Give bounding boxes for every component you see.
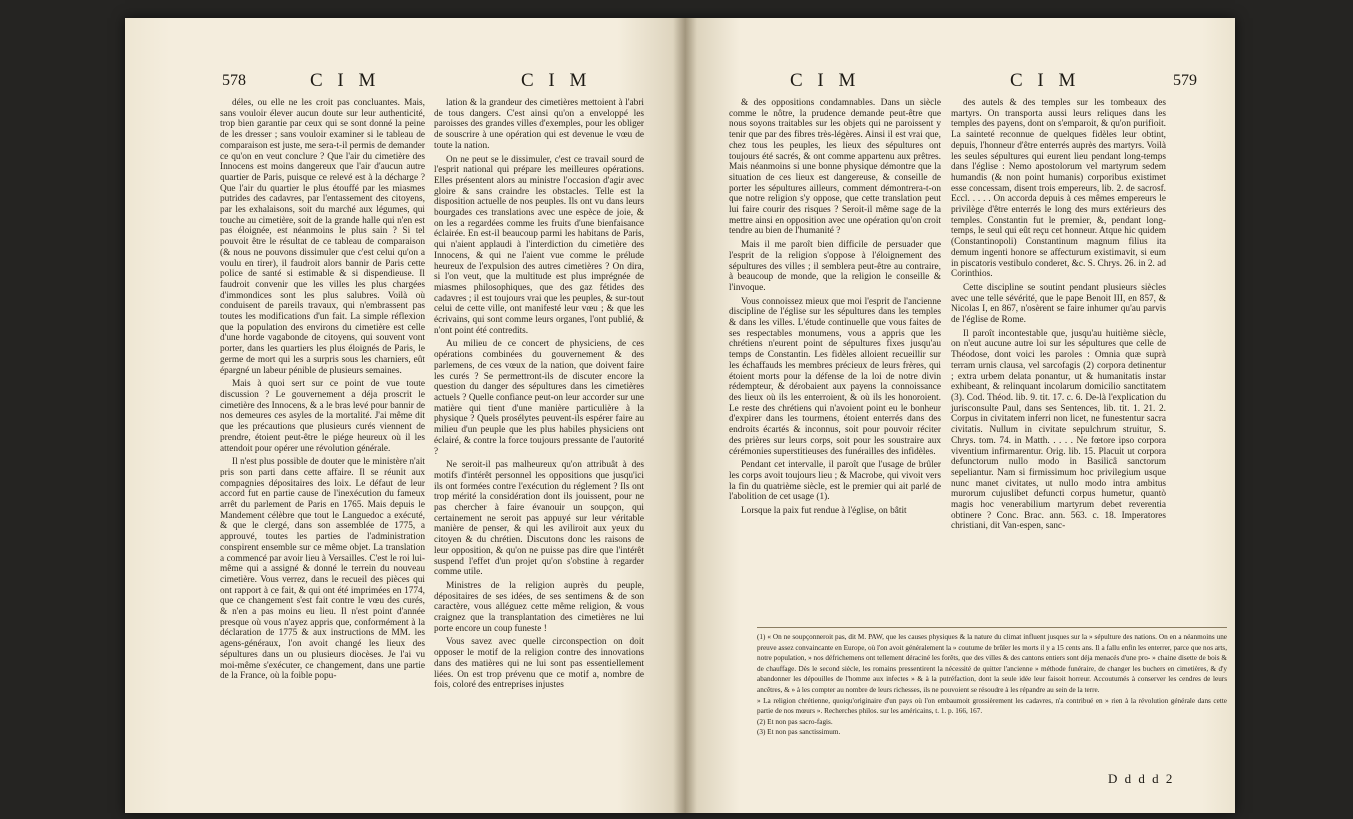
footnote: (3) Et non pas sanctissimum. [757,728,841,737]
text-column-2 [434,98,644,708]
right-page-header [685,70,1235,92]
paragraph: déles, ou elle ne les croit pas concluantes. Mais, sans vouloir élever aucun doute sur leur authenticité, trop bien garantie par ceux qui se sont donné la peine de les dresser ; sans vouloir examiner si le tableau de comparaison est juste, me sera-t-il permis de demander ce qu'on en veut conclure ? Que l'air du cimetière des Innocens est moins dangereux que l'air d'aucun autre quartier de Paris, puisque ce relevé est à la décharge ? Que l'air du quartier le plus étouffé par les miasmes putrides des cadavres, par l'entassement des citoyens, par les exhalaisons, soit du marché aux légumes, qui touche au cimetière, soit de la grande halle qui n'en est pas éloignée, est néanmoins le plus sain ? Si tel pouvoit être le résultat de ce tableau de comparaison (& nous ne pouvons dissimuler que c'est celui qu'on a voulu en tirer), il faudroit alors bannir de Paris cette police de santé si estimable & si dispendieuse. Il faudroit convenir que les villes les plus chargées d'immondices sont les plus salubres. Voilà où conduisent de pareils travaux, qui n'embrassent pas toutes les modifications d'un fait. La simple réflexion que la population des environs du cimetière est celle d'une horde vagabonde de citoyens, qui souvent vont porter, dans les quartiers les plus éloignés de Paris, le germe de mort qui les a surpris sous les charniers, eût épargné un labeur pénible de plusieurs semaines. [220,98,425,376]
paragraph: Il n'est plus possible de douter que le ministère n'ait pris son parti dans cette affaire. Il se réunit aux compagnies dépositaires des loix. Le défaut de leur accord fut en partie cause de l'inexécution du fameux arrêt du parlement de Paris en 1765. Mais depuis le Mandement célèbre que tout le Languedoc a exécuté, & que le clergé, dans son assemblée de 1775, a approuvé, toutes les parties de l'administration conspirent ensemble sur ce même objet. La translation a commencé par avoir lieu à Versailles. C'est le roi lui-même qui a assigné & donné le terrein du nouveau cimetière. Vous verrez, dans le recueil des pièces qui ont rapport à ce fait, & qui ont été imprimées en 1774, que ce changement s'est fait contre le vœu des curés, & n'en a pas moins eu lieu. Il n'est point d'année presque où vous n'ayez appris que, conformément à la déclaration de 1775 & aux instructions de MM. les agens-généraux, l'on avoit changé les lieux des sépultures dans un ou plusieurs diocèses. Je l'ai vu moi-même s'exécuter, ce changement, dans une partie de la France, où la foible popu- [220,457,425,682]
paragraph: Pendant cet intervalle, il paroît que l'usage de brûler les corps avoit toujours lieu ; & Macrobe, qui vivoit vers la fin du quatrième siècle, est le premier qui ait parlé de l'abolition de cet usage (1). [729,460,941,503]
headword: C I M [521,70,592,91]
paragraph: des autels & des temples sur les tombeaux des martyrs. On transporta aussi leurs reliques dans les temples des payens, dont on s'emparoit, & qu'on purifioit. La sainteté reconnue de quelques fidèles leur obtint, depuis, l'honneur d'être enterrés auprès des martyrs. Voilà les seules sépultures qui eurent lieu pendant long-temps dans l'église : Nemo apostolorum vel martyrum sedem humandis (& non point humanis) corporibus existimet esse concessam, disent trois empereurs, lib. 2. de sacrosf. Eccl. . . . . On accorda depuis à ces mêmes empereurs le privilège d'être enterrés le long des murs extérieurs des temples. Constantin fut le premier, &, pendant long-temps, le seul qui eût reçu cet honneur. Atque hic quidem (Constantinopoli) Constantinum magnum filius ita demum ingenti honore se affecturum existimavit, si eum in piscatoris vestibulo conderet, &c. S. Chrys. 26. in 2. ad Corinthios. [951,98,1166,280]
paragraph: Ne seroit-il pas malheureux qu'on attribuât à des motifs d'intérêt personnel les oppositions que jusqu'ici ils ont formées contre l'exécution du réglement ? Ils ont trop mérité la considération dont ils jouissent, pour ne pas chercher à faire évanouir un soupçon, qui certainement ne seroit pas appuyé sur leur véritable manière de penser, & qui les aviliroit aux yeux du citoyen & du chrétien. Discutons donc les raisons de leur opposition, & qu'on ne puisse pas dire que l'intérêt suspend l'effet d'un projet qu'on s'obstine à regarder comme utile. [434,460,644,578]
headword: C I M [790,70,861,91]
paragraph: Lorsque la paix fut rendue à l'église, on bâtit [741,506,907,517]
signature-mark: D d d d 2 [1108,771,1175,786]
text-column-1 [220,98,425,708]
paragraph: Vous savez avec quelle circonspection on doit opposer le motif de la religion contre des innovations dans des matières qui ne lui sont pas essentiellement liées. On est trop prévenu que ce motif a, nombre de fois, coloré des entreprises injustes [434,637,644,691]
page-number: 579 [1173,72,1197,89]
paragraph: Cette discipline se soutint pendant plusieurs siècles avec une telle sévérité, que le pape Benoit III, en 857, & Nicolas I, en 867, n'osèrent se faire inhumer qu'au parvis de l'église de Rome. [951,282,1166,326]
footnote: (1) « On ne soupçonneroit pas, dit M. PAW, que les causes physiques & la nature du climat influent jusques sur la » sépulture des nations. On en a néanmoins une preuve assez convaincante en Europe, où l'on avoit généralement la » coutume de brûler les morts il y a 15 cents ans. Il a fallu enfin les enterrer, parce que nos arts, notre population, » nos défrichemens ont tellement déraciné les forêts, que des villes & des cantons entiers sont déja menacés d'une pro- » chaine disette de bois & de chauffage. Dès le second siècle, les romains pressentirent la nécessité de quitter l'ancienne » méthode funéraire, de changer les buchers en cimetières, & d'y abandonner les dépouilles de l'homme aux infectes » & à la putréfaction, dont la seule idée leur faisoit horreur. Accoutumés à conserver les cendres de leurs ancêtres, & » à les compter au nombre de leurs richesses, ils ne pouvoient se résoudre à les répandre au sein de la terre. [757,633,1227,694]
left-page [125,18,685,813]
paragraph: Au milieu de ce concert de physiciens, de ces opérations combinées du gouvernement & des parlemens, de ces vœux de la nation, que doivent faire les curés ? Se permettront-ils de discuter encore la question du danger des sépultures dans les cimetières actuels ? Quelle confiance peut-on leur accorder sur une matière qui tient d'une manière particulière à la physique ? Quels prosélytes peuvent-ils espérer faire au milieu d'un peuple que les plus habiles physiciens ont éclairé, & contre la force toujours pressante de l'autorité ? [434,339,644,457]
paragraph: & des oppositions condamnables. Dans un siècle comme le nôtre, la prudence demande peut-être que nous soyons traitables sur les objets qui ne paroissent y tenir que par des fibres très-légères. Ainsi il est vrai que, chez tous les peuples, les lieux des sépultures ont toujours été sacrés, & ont comme appartenu aux prêtres. Mais néanmoins si une bonne physique démontre que la situation de ces lieux est dangereuse, & conseille de porter les sépultures ailleurs, comment démontrera-t-on que notre religion s'y oppose, que cette translation peut lui faire courir des risques ? Seroit-il même sage de la mettre ainsi en opposition avec une opération qu'on croit tendre au bien de l'humanité ? [729,98,941,237]
left-page-header [125,70,685,92]
book-gutter [673,18,697,813]
text-column-2 [951,98,1166,532]
paragraph: On ne peut se le dissimuler, c'est ce travail sourd de l'esprit national qui prépare les meilleures opérations. Elles présentent alors au ministre l'occasion d'agir avec gloire & sans craindre les obstacles. Telle est la disposition actuelle de nos peuples. Ils ont vu dans leurs bourgades ces translations avec une espèce de joie, & on les a regardées comme les fruits d'une bienfaisance éclairée. En est-il beaucoup parmi les habitans de Paris, qui n'aient applaudi à l'interdiction du cimetière des Innocens, & qui ne l'aient vue comme le prélude heureux de l'expulsion des autres cimetières ? On dira, si l'on veut, que la multitude est plus imprégnée de miasmes philosophiques, que des gaz fétides des cadavres ; il est toujours vrai que les peuples, & sur-tout celui de cette ville, ont manifesté leur vœu ; & que les écrivains, qui sont comme leurs organes, l'ont publié, & n'ont point été contredits. [434,154,644,336]
headword: C I M [1010,70,1081,91]
headword: C I M [310,70,381,91]
paragraph: Ministres de la religion auprès du peuple, dépositaires de ses idées, de ses sentimens & de son caractère, vous alléguez cette même religion, & vous craignez que la transplantation des cimetières ne lui porte encore un coup funeste ! [434,580,644,634]
paragraph: Mais à quoi sert sur ce point de vue toute discussion ? Le gouvernement a déja proscrit le cimetière des Innocens, & a le bras levé pour bannir de nos demeures ces asyles de la mortalité. J'ai même dit que les précautions que plusieurs curés viennent de prendre, étoient peut-être le piége heureux où il les attendoit pour opérer une révolution générale. [220,379,425,454]
page-number: 578 [222,72,246,89]
paragraph: Il paroît incontestable que, jusqu'au huitième siècle, on n'eut aucune autre loi sur les sépultures que celle de Théodose, dont voici les paroles : Omnia quæ suprà terram urnis clausa, vel sarcofagis (2) corpora detinentur ; extra urbem delata ponantur, ut & humanitatis instar exhibeant, & relinquant incolarum domicilio sanctitatem (3). Cod. Théod. lib. 9. tit. 17. c. 6. De-là l'explication du jurisconsulte Paul, dans ses Sentences, lib. tit. 1. 21. 2. Corpus in civitatem inferri non licet, ne funestentur sacra civitatis. Nullum in civitate sepulchrum struitur, S. Chrys. tom. 74. in Matth. . . . . Ne fœtore ipso corpora viventium infirmarentur. Orig. lib. 15. Placuit ut corpora defunctorum nullo modo in Basilicâ sanctorum sepeliantur. Nam si firmissimum hoc privilegium usque nunc manet civitates, ut nullo modo intra ambitus murorum cujuslibet defuncti corpus humetur, quantò magis hoc venerabilium martyrum debet reverentia obtinere ? Conc. Brac. ann. 563. c. 18. Imperatores christiani, dit Van-espen, sanc- [951,328,1166,532]
paragraph: Vous connoissez mieux que moi l'esprit de l'ancienne discipline de l'église sur les sépultures dans les temples & dans les villes. L'étude continuelle que vous faites de ses respectables monumens, vous a appris que les chrétiens n'eurent point de sépultures fixes jusqu'au temps de Constantin. Les fidèles alloient recueillir sur les échaffauds les membres précieux de leurs frères, qui étoient morts pour la défense de la loi de notre divin rédempteur, & dérobaient aux payens la connoissance des lieux où ils les enterroient, & où ils les honoroient. Le reste des chrétiens qui n'avoient point eu le bonheur d'expirer dans les tourmens, étoient enterrés dans des endroits écartés & inconnus, soit pour pouvoir réciter des prières sur leurs corps, soit pour les soustraire aux cérémonies superstitieuses des funérailles des infidèles. [729,296,941,457]
footnote: (2) Et non pas sacro-fagis. [757,717,833,726]
footnotes [757,627,1227,738]
paragraph: lation & la grandeur des cimetières mettoient à l'abri de tous dangers. C'est ainsi qu'on a enveloppé les paroisses des grandes villes d'exemples, pour les obliger de souscrire à une opération qui est devenue le vœu de toute la nation. [434,98,644,151]
text-column-1 [729,98,941,517]
paragraph: Mais il me paroît bien difficile de persuader que l'esprit de la religion s'oppose à l'éloignement des sépultures des villes ; il semblera peut-être au contraire, à beaucoup de monde, que la religion le conseille & l'invoque. [729,240,941,293]
footnote: » La religion chrétienne, quoiqu'originaire d'un pays où l'on embaumoit grossièrement les cadavres, n'a contribué en » rien à la révolution générale dans cette partie de nos mœurs ». Recherches philos. sur les américains, t. 1. p. 166, 167. [757,696,1227,716]
